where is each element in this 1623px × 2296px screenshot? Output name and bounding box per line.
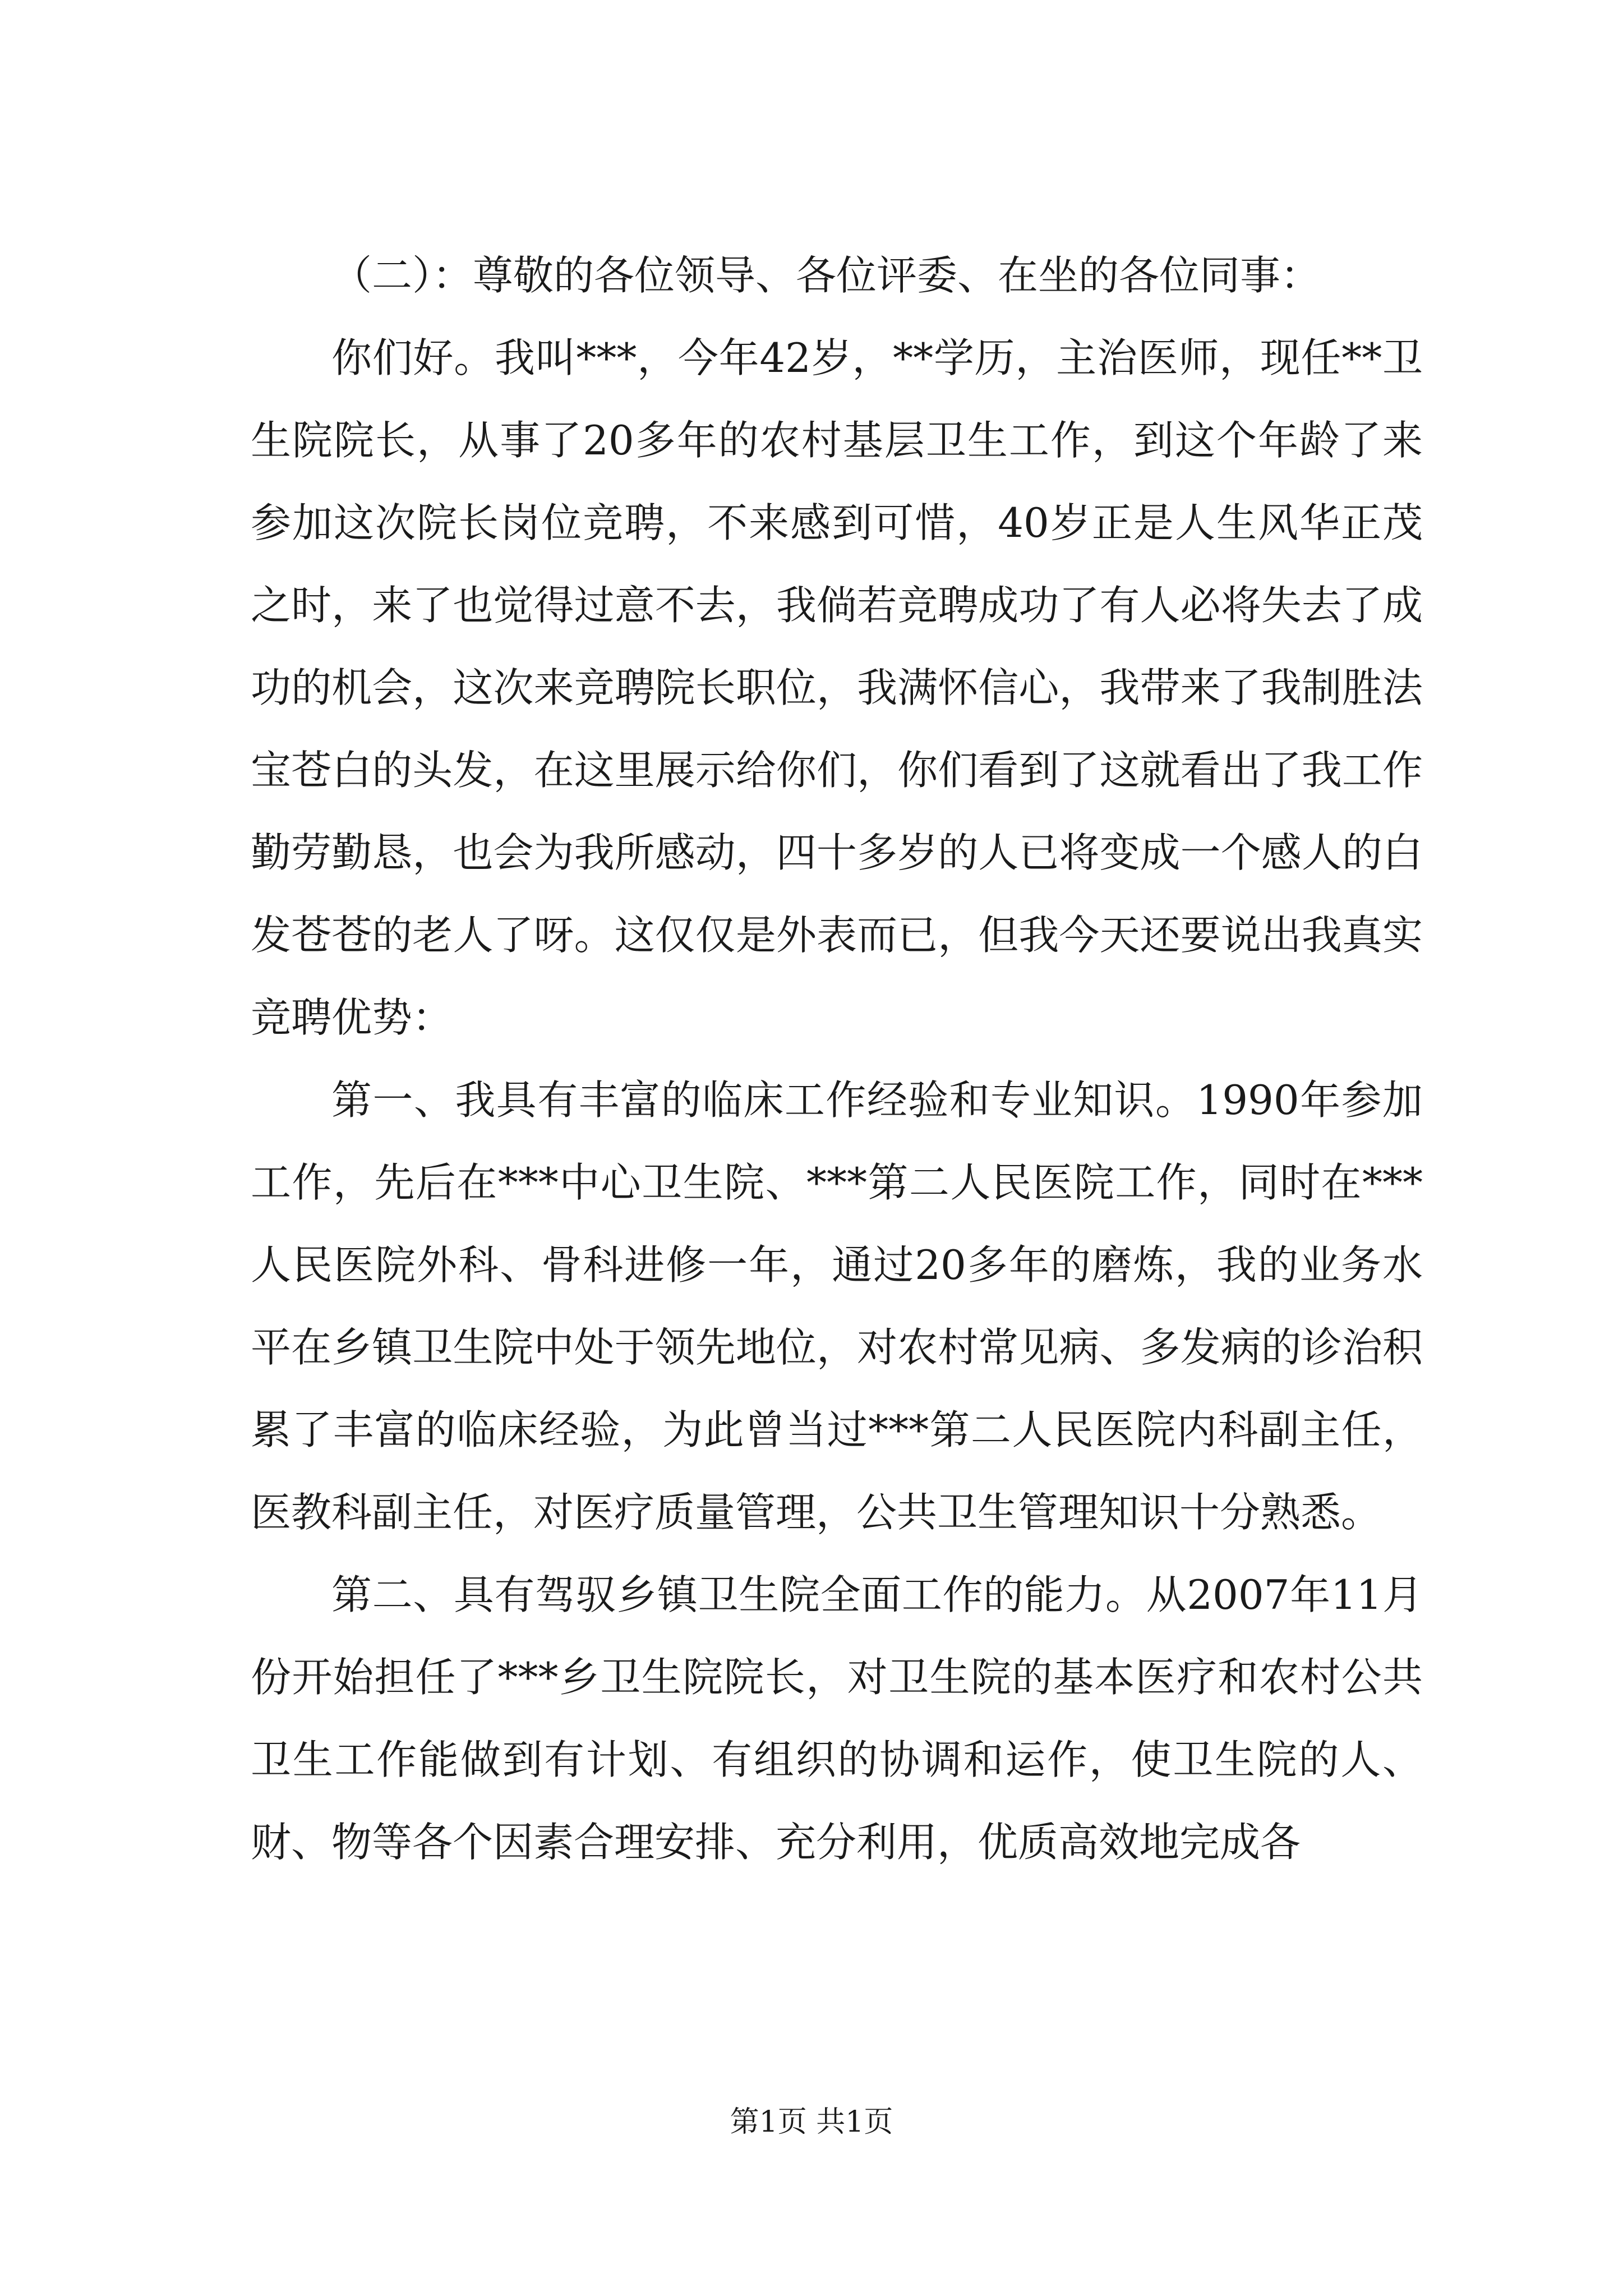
paragraph-introduction: 你们好。我叫***，今年42岁，**学历，主治医师，现任**卫生院院长，从事了20多年的农村基层卫生工作，到这个年龄了来参加这次院长岗位竞聘，不来感到可惜，40岁正是人生风华正茂之时，来了也觉得过意不去，我倘若竞聘成功了有人必将失去了成功的机会，这次来竞聘院长职位，我满怀信心，我带来了我制胜法宝苍白的头发，在这里展示给你们，你们看到了这就看出了我工作勤劳勤恳，也会为我所感动，四十多岁的人已将变成一个感人的白发苍苍的老人了呀。这仅仅是外表而已，但我今天还要说出我真实竞聘优势： — [251, 334, 1423, 1041]
paragraph-point-two: 第二、具有驾驭乡镇卫生院全面工作的能力。从2007年11月份开始担任了***乡卫生院院长，对卫生院的基本医疗和农村公共卫生工作能做到有计划、有组织的协调和运作，使卫生院的人、财、物等各个因素合理安排、充分利用，优质高效地完成各 — [251, 1571, 1423, 1866]
page-footer: 第1页 共1页 — [730, 2105, 893, 2139]
paragraph-salutation: （二）：尊敬的各位领导、各位评委、在坐的各位同事： — [331, 252, 1321, 299]
paragraph-point-one: 第一、我具有丰富的临床工作经验和专业知识。1990年参加工作，先后在***中心卫生院、***第二人民医院工作，同时在***人民医院外科、骨科进修一年，通过20多年的磨炼，我的业务水平在乡镇卫生院中处于领先地位，对农村常见病、多发病的诊治积累了丰富的临床经验，为此曾当过***第二人民医院内科副主任，医教科副主任，对医疗质量管理，公共卫生管理知识十分熟悉。 — [251, 1076, 1423, 1536]
document-body — [251, 234, 1423, 1884]
